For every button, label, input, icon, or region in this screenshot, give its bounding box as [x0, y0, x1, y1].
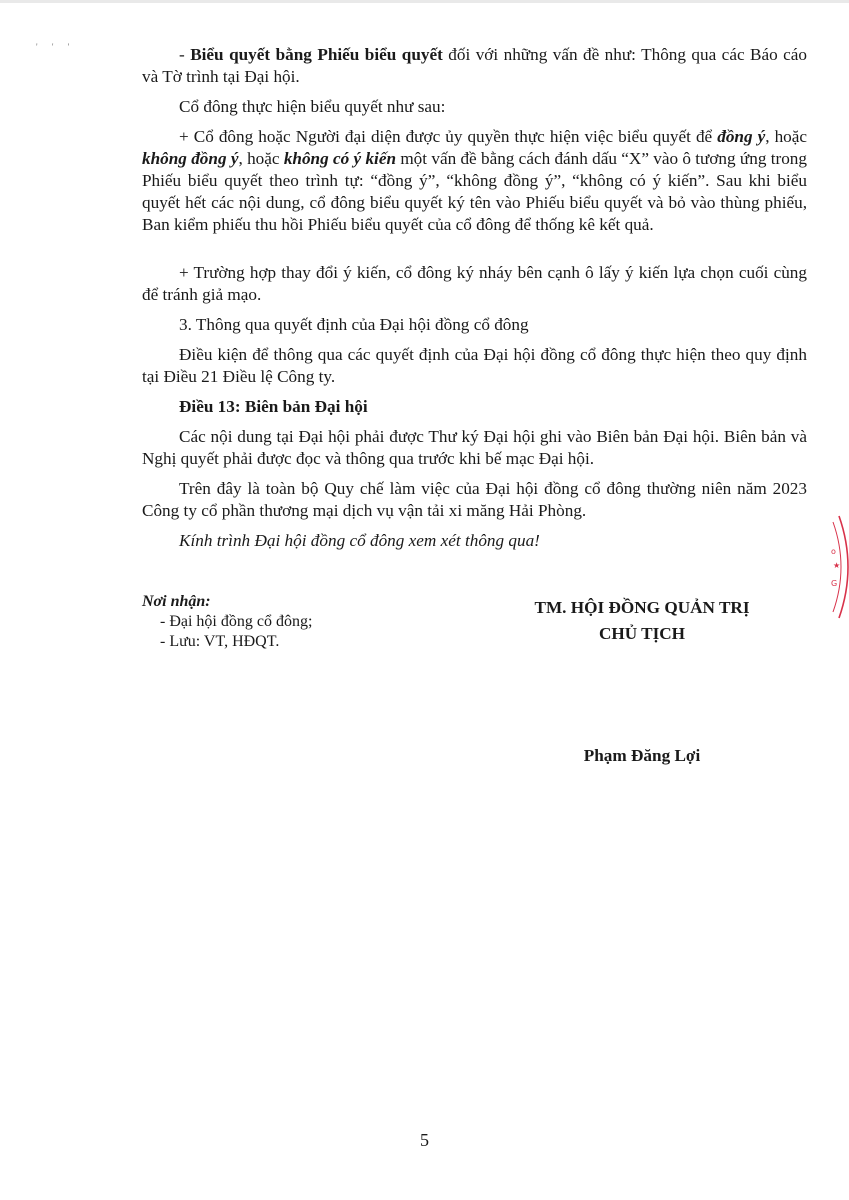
- paragraph-vote-ballot: - Biểu quyết bằng Phiếu biểu quyết đối với những vấn đề như: Thông qua các Báo cáo và Tờ trình tại Đại hội.: [142, 45, 808, 86]
- scan-top-edge: [0, 0, 849, 3]
- paragraph-shareholders-vote: Cổ đông thực hiện biểu quyết như sau:: [179, 97, 446, 116]
- scan-marks: ' ' ': [36, 42, 76, 52]
- recipient-item: - Lưu: VT, HĐQT.: [160, 633, 280, 650]
- svg-text:★: ★: [833, 561, 841, 570]
- bold-phrase: Biểu quyết bằng Phiếu biểu quyết: [190, 45, 443, 64]
- paragraph-request-approval: Kính trình Đại hội đồng cổ đông xem xét thông qua!: [179, 531, 540, 550]
- page-number: 5: [420, 1130, 429, 1150]
- signer-name: Phạm Đăng Lợi: [583, 746, 701, 765]
- section-3-heading: 3. Thông qua quyết định của Đại hội đồng cổ đông: [179, 315, 529, 334]
- signature-position: CHỦ TỊCH: [598, 624, 686, 643]
- svg-text:o: o: [831, 547, 836, 556]
- article-13-heading: Điều 13: Biên bản Đại hội: [179, 397, 368, 416]
- emphasis-agree: đồng ý: [717, 127, 766, 146]
- svg-text:G: G: [831, 579, 838, 588]
- signature-org-title: TM. HỘI ĐỒNG QUẢN TRỊ: [534, 598, 750, 617]
- emphasis-no-opinion: không có ý kiến: [283, 149, 397, 168]
- recipients-title: Nơi nhận:: [142, 593, 211, 610]
- paragraph-vote-procedure: + Cổ đông hoặc Người đại diện được ủy quyền thực hiện việc biểu quyết để đồng ý, hoặc không đồng ý, hoặc không có ý kiến một vấn đề bằng cách đánh dấu “X” vào ô tương ứng trong Phiếu biểu quyết theo trình tự: “đồng ý”, “không đồng ý”, “không có ý kiến”. Sau khi biểu quyết hết các nội dung, cổ đông biểu quyết ký tên vào Phiếu biểu quyết và bỏ vào thùng phiếu, Ban kiểm phiếu thu hồi Phiếu biểu quyết của cổ đông để thống kê kết quả.: [142, 127, 808, 234]
- recipient-item: - Đại hội đồng cổ đông;: [160, 613, 313, 630]
- emphasis-disagree: không đồng ý: [142, 149, 239, 168]
- recipients-block: [142, 592, 312, 652]
- paragraph-change-opinion: + Trường hợp thay đổi ý kiến, cổ đông ký nháy bên cạnh ô lấy ý kiến lựa chọn cuối cùng để tránh giả mạo.: [142, 263, 807, 304]
- paragraph-summary: Trên đây là toàn bộ Quy chế làm việc của Đại hội đồng cổ đông thường niên năm 2023 Công ty cổ phần thương mại dịch vụ vận tải xi măng Hải Phòng.: [142, 479, 807, 520]
- red-seal-fragment: [809, 512, 849, 622]
- paragraph-decision-conditions: Điều kiện để thông qua các quyết định của Đại hội đồng cổ đông thực hiện theo quy định tại Điều 21 Điều lệ Công ty.: [142, 345, 807, 386]
- paragraph-minutes: Các nội dung tại Đại hội phải được Thư ký Đại hội ghi vào Biên bản Đại hội. Biên bản và Nghị quyết phải được đọc và thông qua trước khi bế mạc Đại hội.: [142, 427, 807, 468]
